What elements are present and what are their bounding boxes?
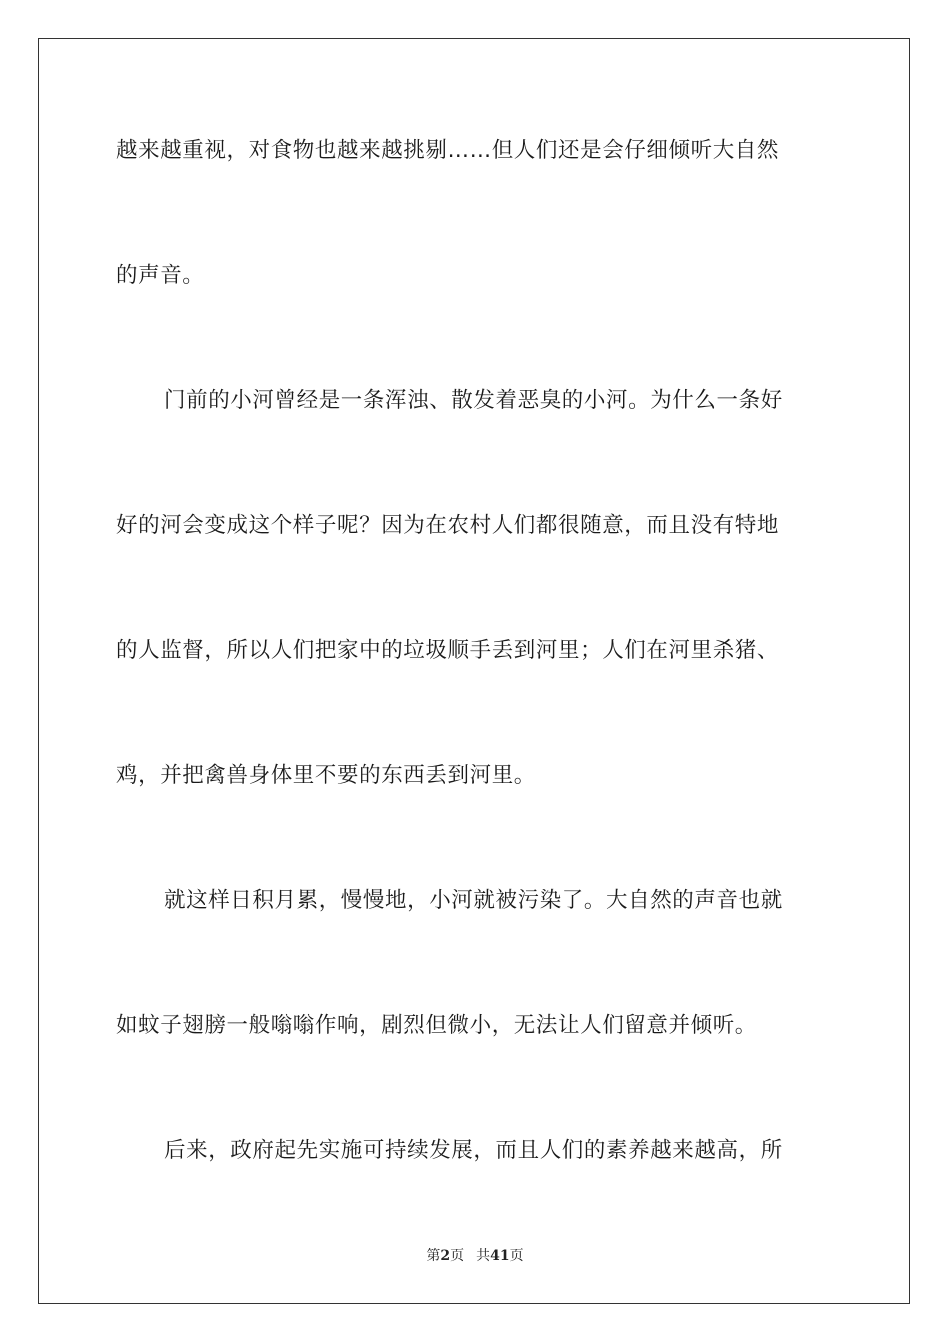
total-suffix: 页: [509, 1248, 524, 1264]
page-prefix: 第: [426, 1248, 441, 1264]
text-line-1: 越来越重视，对食物也越来越挑剔……但人们还是会仔细倾听大自然: [116, 138, 780, 163]
text-line-7: 就这样日积月累，慢慢地，小河就被污染了。大自然的声音也就: [164, 888, 783, 913]
text-line-4: 好的河会变成这个样子呢？因为在农村人们都很随意，而且没有特地: [116, 513, 780, 538]
page-border: [38, 38, 910, 1304]
total-prefix: 共: [476, 1248, 491, 1264]
text-line-9: 后来，政府起先实施可持续发展，而且人们的素养越来越高，所: [164, 1138, 783, 1163]
page-number: 2: [440, 1248, 451, 1264]
page-suffix: 页: [450, 1248, 465, 1264]
text-line-8: 如蚊子翅膀一般嗡嗡作响，剧烈但微小，无法让人们留意并倾听。: [116, 1013, 757, 1038]
text-line-2: 的声音。: [116, 263, 205, 288]
total-pages: 41: [490, 1248, 510, 1264]
page-footer: [0, 1246, 950, 1266]
text-line-6: 鸡，并把禽兽身体里不要的东西丢到河里。: [116, 763, 536, 788]
text-line-5: 的人监督，所以人们把家中的垃圾顺手丢到河里；人们在河里杀猪、: [116, 638, 780, 663]
text-line-3: 门前的小河曾经是一条浑浊、散发着恶臭的小河。为什么一条好: [164, 388, 783, 413]
